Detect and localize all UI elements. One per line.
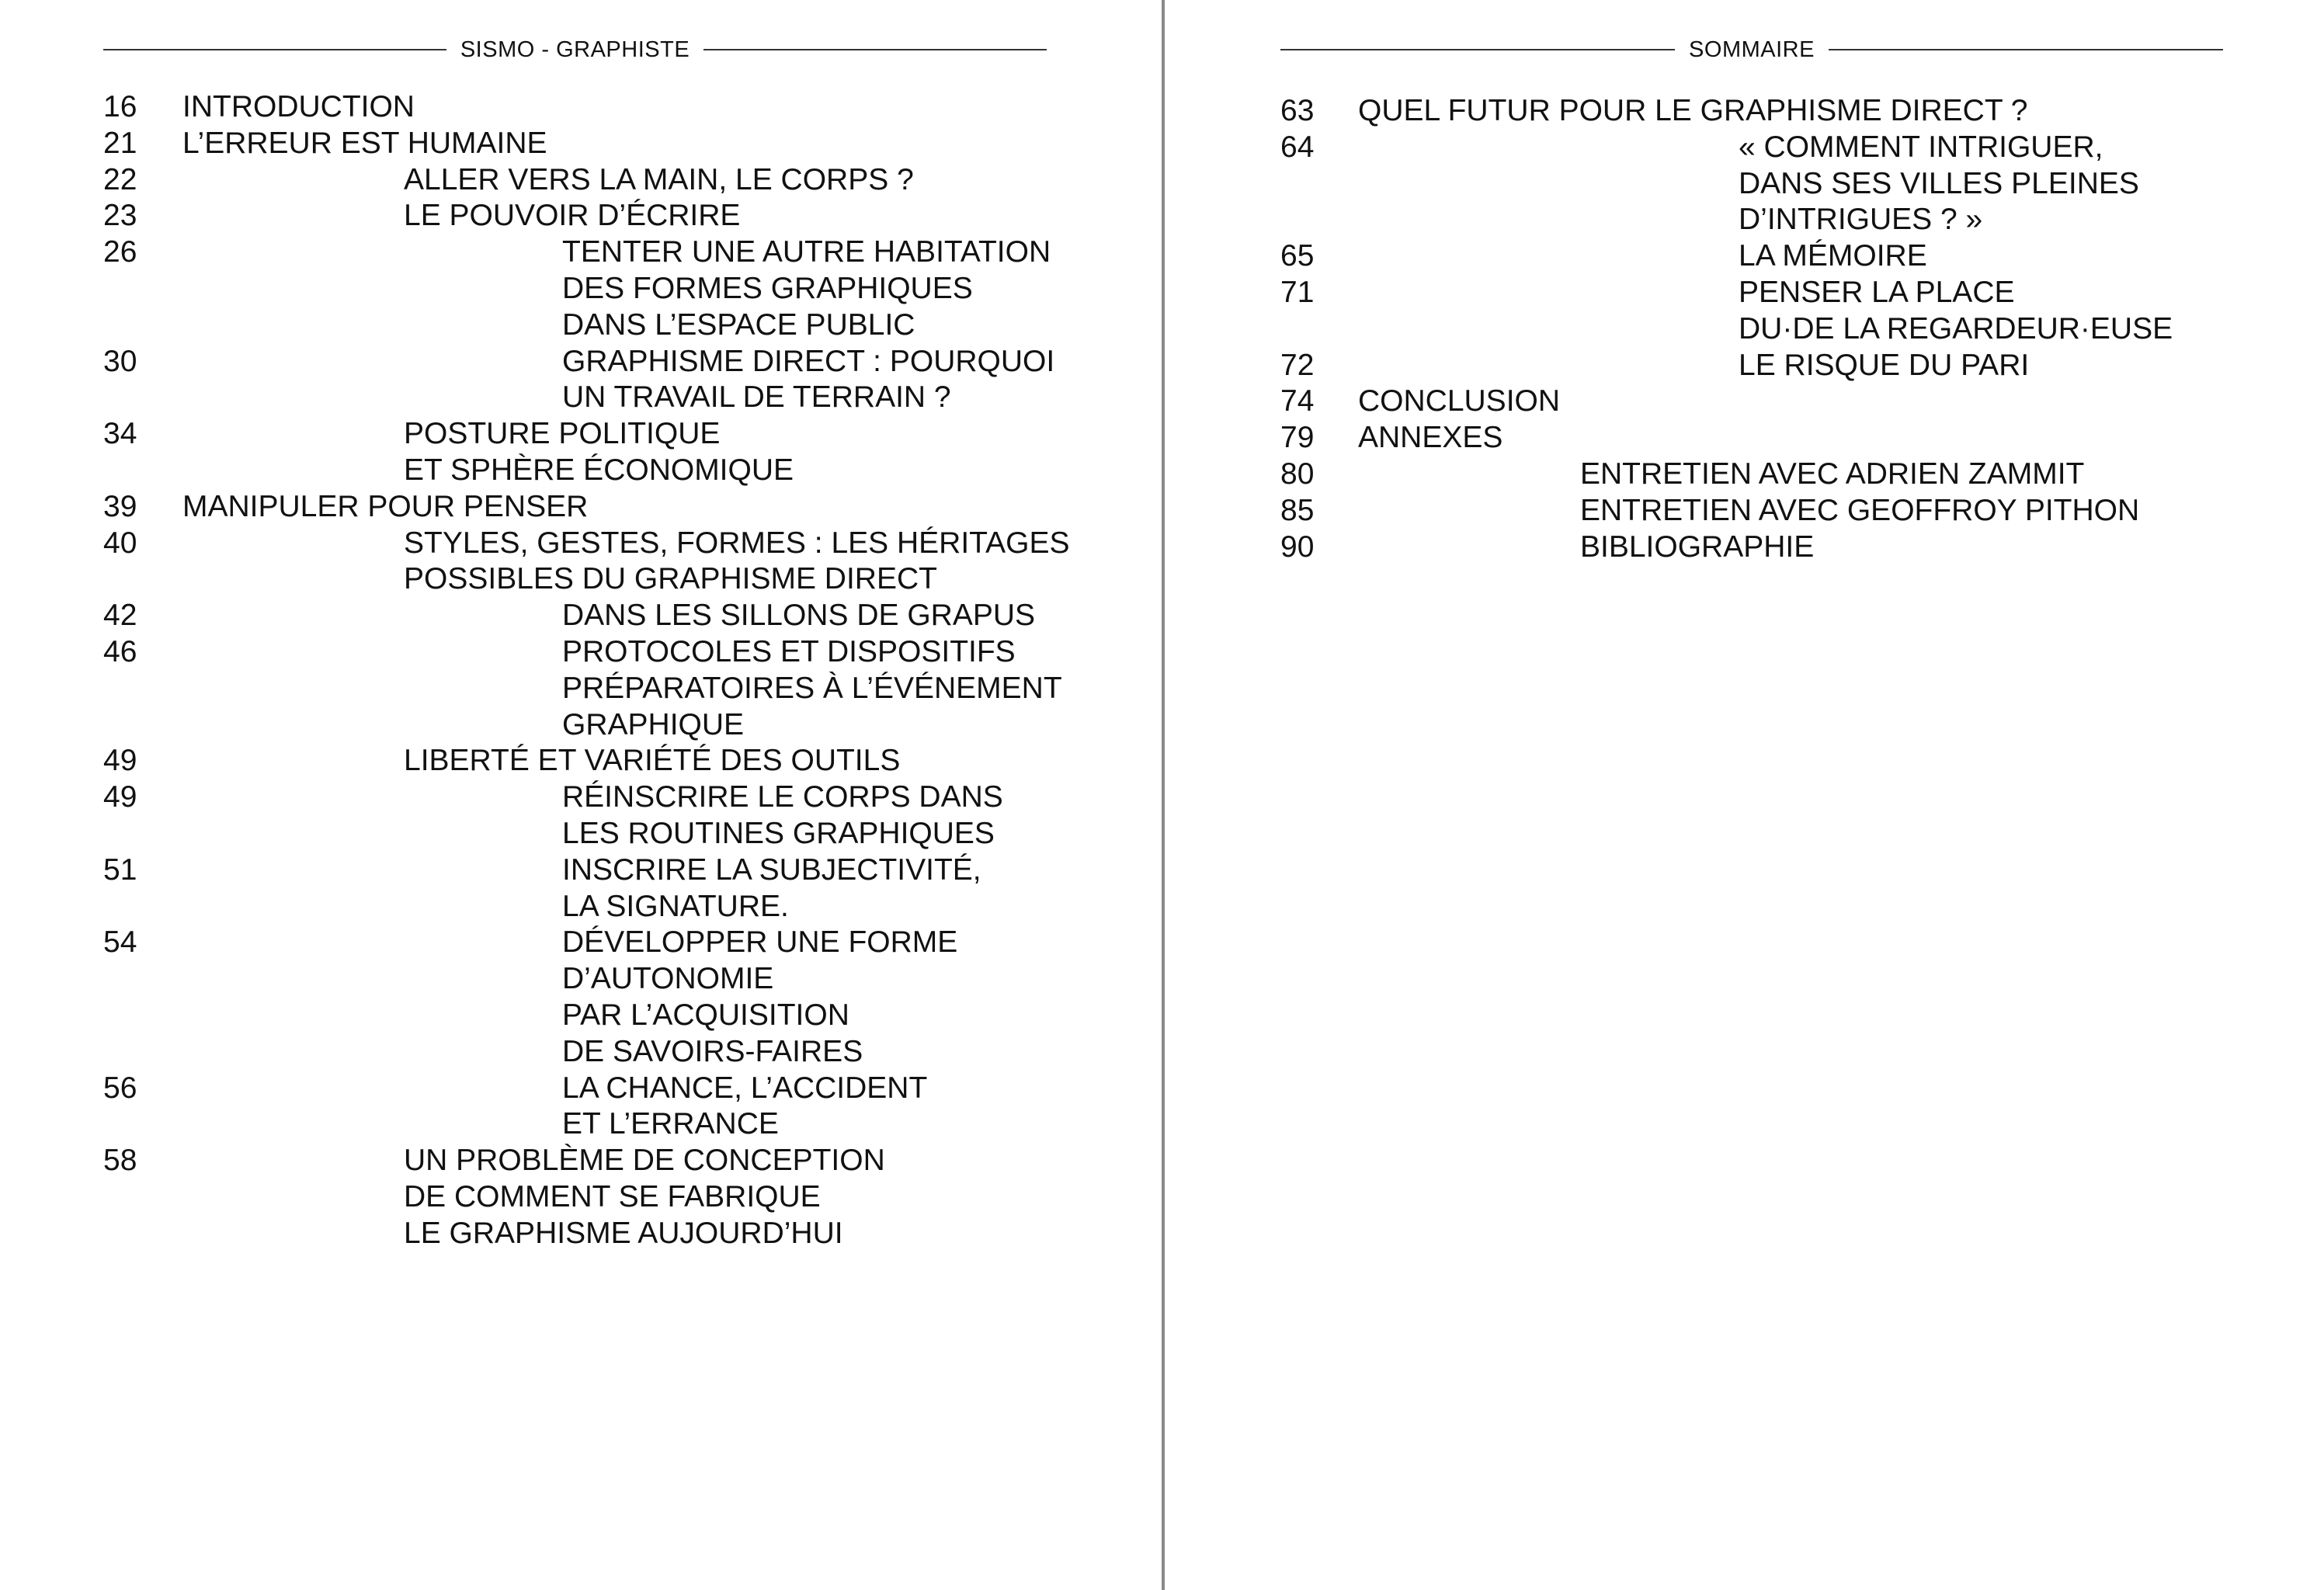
- toc-entry-title: [103, 234, 1070, 343]
- toc-page-number: 21: [103, 126, 137, 160]
- toc-entry-title: [1280, 493, 2173, 529]
- toc-page-number: 63: [1280, 94, 1315, 127]
- toc-entry-title-line: LES ROUTINES GRAPHIQUES: [562, 816, 995, 850]
- toc-entry-title-line: UN PROBLÈME DE CONCEPTION: [404, 1144, 885, 1178]
- toc-entry-title: [1280, 130, 2173, 238]
- toc-entry-title-line: ALLER VERS LA MAIN, LE CORPS ?: [404, 162, 914, 196]
- toc-entry-title: [103, 526, 1070, 599]
- header-rule-right: [703, 49, 1047, 50]
- toc-page-number: 72: [1280, 348, 1315, 382]
- toc-entry: [103, 344, 1070, 417]
- toc-page-number: 26: [103, 235, 137, 269]
- toc-entry-title: [1280, 420, 2173, 457]
- toc-entry-title: [103, 162, 1070, 199]
- toc-entry: [103, 1143, 1070, 1252]
- left-page-header: [103, 34, 1047, 65]
- toc-entry-title: [103, 416, 1070, 489]
- toc-entry: [103, 489, 1070, 526]
- toc-entry-title-line: LE RISQUE DU PARI: [1739, 348, 2030, 382]
- right-toc-list: [1280, 93, 2173, 565]
- toc-entry-title-line: D’AUTONOMIE: [562, 962, 774, 996]
- toc-entry-title-line: RÉINSCRIRE LE CORPS DANS: [562, 780, 1003, 814]
- toc-entry-title: [103, 198, 1070, 234]
- toc-page-number: 65: [1280, 239, 1315, 273]
- toc-entry-title-line: DES FORMES GRAPHIQUES: [562, 271, 973, 305]
- toc-entry: [103, 126, 1070, 162]
- right-page: [1165, 0, 2324, 1590]
- toc-entry: [1280, 348, 2173, 384]
- header-rule-left: [103, 49, 446, 50]
- toc-entry: [103, 526, 1070, 599]
- toc-entry: [103, 852, 1070, 925]
- toc-entry-title: [103, 598, 1070, 634]
- toc-entry: [1280, 238, 2173, 275]
- toc-page-number: 54: [103, 925, 137, 960]
- toc-page-number: 23: [103, 199, 137, 233]
- toc-page-number: 58: [103, 1144, 137, 1178]
- toc-entry: [103, 779, 1070, 852]
- toc-page-number: 34: [103, 417, 137, 451]
- toc-entry: [103, 416, 1070, 489]
- toc-entry-title-line: CONCLUSION: [1358, 384, 1561, 418]
- toc-entry-title-line: PRÉPARATOIRES À L’ÉVÉNEMENT: [562, 671, 1062, 705]
- toc-entry-title-line: TENTER UNE AUTRE HABITATION: [562, 235, 1051, 269]
- toc-entry-title-line: LA CHANCE, L’ACCIDENT: [562, 1071, 928, 1105]
- toc-entry-title-line: ENTRETIEN AVEC GEOFFROY PITHON: [1580, 493, 2140, 527]
- toc-entry-title-line: UN TRAVAIL DE TERRAIN ?: [562, 380, 951, 415]
- toc-entry-title: [103, 634, 1070, 743]
- toc-entry-title-line: STYLES, GESTES, FORMES : LES HÉRITAGES: [404, 526, 1070, 560]
- toc-entry: [1280, 420, 2173, 457]
- toc-page-number: 71: [1280, 275, 1315, 309]
- toc-page-number: 39: [103, 489, 137, 523]
- toc-page-number: 64: [1280, 130, 1315, 164]
- toc-entry-title: [103, 779, 1070, 852]
- toc-entry-title-line: INTRODUCTION: [182, 90, 415, 123]
- toc-entry: [103, 198, 1070, 234]
- toc-entry-title-line: DE COMMENT SE FABRIQUE: [404, 1179, 821, 1213]
- toc-entry: [1280, 275, 2173, 348]
- toc-page-number: 90: [1280, 529, 1315, 564]
- toc-entry-title-line: PENSER LA PLACE: [1739, 275, 2015, 309]
- toc-entry-title-line: ANNEXES: [1358, 421, 1503, 455]
- toc-entry-title-line: LA SIGNATURE.: [562, 889, 789, 923]
- toc-page-number: 80: [1280, 457, 1315, 491]
- toc-entry-title-line: DÉVELOPPER UNE FORME: [562, 925, 958, 960]
- toc-entry-title-line: LIBERTÉ ET VARIÉTÉ DES OUTILS: [404, 744, 901, 778]
- right-page-header: [1280, 34, 2223, 65]
- toc-page-number: 30: [103, 344, 137, 378]
- toc-entry-title-line: LA MÉMOIRE: [1739, 239, 1927, 273]
- toc-entry-title: [103, 925, 1070, 1070]
- toc-entry: [1280, 457, 2173, 493]
- toc-entry-title-line: ENTRETIEN AVEC ADRIEN ZAMMIT: [1580, 457, 2085, 491]
- toc-entry-title: [1280, 457, 2173, 493]
- toc-page-number: 74: [1280, 384, 1315, 418]
- toc-page-number: 85: [1280, 493, 1315, 527]
- toc-entry-title: [103, 852, 1070, 925]
- toc-entry-title-line: « COMMENT INTRIGUER,: [1739, 130, 2103, 164]
- toc-entry: [103, 598, 1070, 634]
- toc-entry-title-line: DANS SES VILLES PLEINES: [1739, 166, 2139, 200]
- toc-entry: [1280, 384, 2173, 420]
- toc-entry-title-line: POSTURE POLITIQUE: [404, 417, 721, 451]
- left-toc-list: [103, 89, 1070, 1252]
- header-rule-right: [1829, 49, 2223, 50]
- right-page-header-title: SOMMAIRE: [1689, 36, 1815, 62]
- toc-entry: [103, 925, 1070, 1070]
- toc-entry-title-line: D’INTRIGUES ? »: [1739, 203, 1983, 237]
- toc-entry-title: [1280, 93, 2173, 130]
- toc-entry-title: [1280, 348, 2173, 384]
- toc-page-number: 79: [1280, 421, 1315, 455]
- toc-entry-title-line: LE POUVOIR D’ÉCRIRE: [404, 199, 741, 233]
- toc-entry-title-line: ET L’ERRANCE: [562, 1107, 779, 1141]
- toc-entry-title-line: PAR L’ACQUISITION: [562, 998, 849, 1032]
- toc-entry: [1280, 529, 2173, 566]
- toc-entry-title: [103, 1071, 1070, 1144]
- toc-entry: [103, 634, 1070, 743]
- toc-entry-title-line: DU·DE LA REGARDEUR·EUSE: [1739, 311, 2173, 345]
- toc-entry: [103, 1071, 1070, 1144]
- toc-page-number: 49: [103, 744, 137, 778]
- toc-entry-title: [1280, 529, 2173, 566]
- toc-entry-title-line: GRAPHIQUE: [562, 707, 745, 741]
- toc-entry-title: [103, 489, 1070, 526]
- toc-page-number: 40: [103, 526, 137, 560]
- toc-entry-title-line: DE SAVOIRS-FAIRES: [562, 1034, 863, 1068]
- toc-entry-title: [1280, 238, 2173, 275]
- toc-entry-title-line: L’ERREUR EST HUMAINE: [182, 126, 547, 160]
- toc-entry-title: [103, 126, 1070, 162]
- left-page-header-title: SISMO - GRAPHISTE: [460, 36, 690, 62]
- toc-page-number: 16: [103, 90, 137, 123]
- toc-entry-title: [103, 1143, 1070, 1252]
- toc-entry-title: [103, 89, 1070, 126]
- toc-entry-title-line: MANIPULER POUR PENSER: [182, 489, 589, 523]
- toc-page-number: 42: [103, 599, 137, 633]
- toc-entry-title-line: BIBLIOGRAPHIE: [1580, 529, 1815, 564]
- toc-entry-title-line: DANS L’ESPACE PUBLIC: [562, 307, 915, 342]
- toc-entry-title-line: ET SPHÈRE ÉCONOMIQUE: [404, 453, 794, 487]
- toc-entry-title-line: POSSIBLES DU GRAPHISME DIRECT: [404, 562, 937, 596]
- toc-entry-title-line: GRAPHISME DIRECT : POURQUOI: [562, 344, 1055, 378]
- toc-entry: [103, 89, 1070, 126]
- toc-entry-title: [1280, 275, 2173, 348]
- toc-entry: [103, 234, 1070, 343]
- toc-page-number: 51: [103, 852, 137, 887]
- toc-entry-title-line: LE GRAPHISME AUJOURD’HUI: [404, 1216, 843, 1250]
- toc-page-number: 49: [103, 780, 137, 814]
- toc-entry: [1280, 493, 2173, 529]
- header-rule-left: [1280, 49, 1675, 50]
- toc-page-number: 46: [103, 634, 137, 668]
- toc-entry-title-line: QUEL FUTUR POUR LE GRAPHISME DIRECT ?: [1358, 94, 2028, 127]
- toc-entry-title-line: DANS LES SILLONS DE GRAPUS: [562, 599, 1036, 633]
- toc-entry-title: [1280, 384, 2173, 420]
- toc-page-number: 22: [103, 162, 137, 196]
- toc-entry-title-line: PROTOCOLES ET DISPOSITIFS: [562, 634, 1016, 668]
- toc-entry: [1280, 93, 2173, 130]
- toc-entry: [103, 162, 1070, 199]
- toc-page-number: 56: [103, 1071, 137, 1105]
- toc-entry-title: [103, 344, 1070, 417]
- toc-entry: [1280, 130, 2173, 238]
- toc-entry-title: [103, 743, 1070, 779]
- toc-entry: [103, 743, 1070, 779]
- toc-entry-title-line: INSCRIRE LA SUBJECTIVITÉ,: [562, 852, 981, 887]
